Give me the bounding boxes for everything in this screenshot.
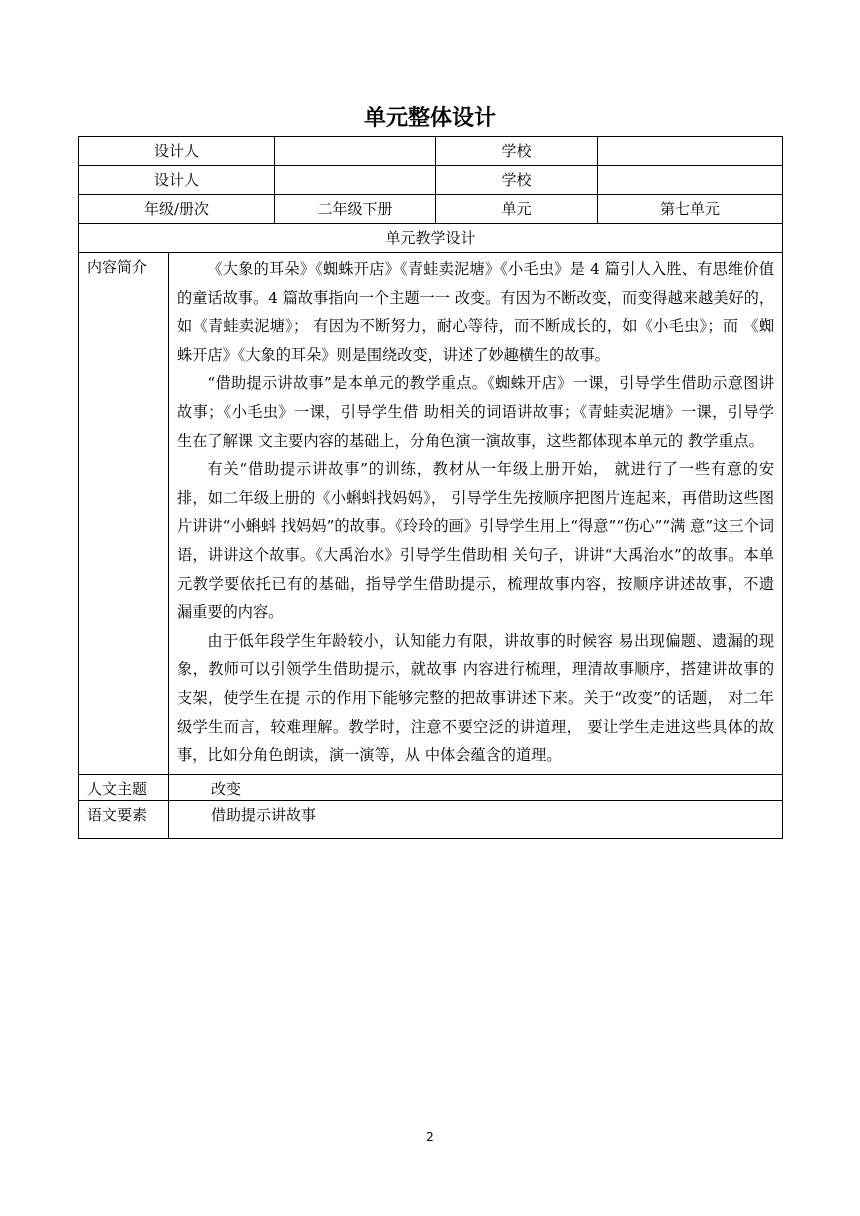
school-label: 学校 — [436, 166, 598, 195]
unit-design-table — [78, 136, 783, 839]
page-number: 2 — [426, 1130, 434, 1144]
designer-label: 设计人 — [79, 137, 275, 166]
element-value: 借助提示讲故事 — [169, 800, 783, 838]
grade-label: 年级/册次 — [79, 195, 275, 224]
theme-label: 人文主题 — [79, 774, 169, 800]
designer-row-1 — [79, 137, 783, 166]
unit-label: 单元 — [436, 195, 598, 224]
section-header-row — [79, 224, 783, 253]
unit-value: 第七单元 — [598, 195, 783, 224]
page-title: 单元整体设计 — [363, 106, 496, 131]
theme-row — [79, 774, 783, 800]
element-label: 语文要素 — [79, 800, 169, 838]
designer-value — [275, 137, 436, 166]
school-value — [598, 166, 783, 195]
designer-row-2 — [79, 166, 783, 195]
school-label: 学校 — [436, 137, 598, 166]
intro-label: 内容简介 — [79, 253, 169, 775]
intro-paragraph: 由于低年段学生年龄较小，认知能力有限，讲故事的时候容 易出现偏题、遗漏的现象，教师可以引领学生借助提示，就故事 内容进行梳理，理清故事顺序，搭建讲故事的支架，使学生在提 示的作用下能够完整的把故事讲述下来。关于“改变”的话题， 对二年级学生而言，较难理解。教学时，注意不要空泛的讲道理， 要让学生走进这些具体的故事，比如分角色朗读，演一演等，从 中体会蕴含的道理。 — [177, 631, 775, 765]
intro-paragraph: 《大象的耳朵》《蜘蛛开店》《青蛙卖泥塘》《小毛虫》是 4 篇引人入胜、有思维价值的童话故事。4 篇故事指向一个主题一一 改变。有因为不断改变，而变得越来越美好的，如《青蛙卖泥塘》； 有因为不断努力，耐心等待，而不断成长的，如《小毛虫》；而 《蜘蛛开店》《大象的耳朵》则是围绕改变，讲述了妙趣横生的故事。 — [177, 260, 775, 364]
intro-row — [79, 253, 783, 775]
designer-value — [275, 166, 436, 195]
intro-paragraph: 有关“借助提示讲故事”的训练，教材从一年级上册开始， 就进行了一些有意的安排，如二年级上册的《小蝌蚪找妈妈》， 引导学生先按顺序把图片连起来，再借助这些图片讲讲“小蝌蚪 找妈妈”的故事。《玲玲的画》引导学生用上“得意”“伤心”“满 意”这三个词语，讲讲这个故事。《大禹治水》引导学生借助相 关句子，讲讲“大禹治水”的故事。本单元教学要依托已有的基础，指导学生借助提示，梳理故事内容，按顺序讲述故事，不遗 漏重要的内容。 — [177, 460, 775, 622]
grade-row — [79, 195, 783, 224]
intro-paragraph: “借助提示讲故事”是本单元的教学重点。《蜘蛛开店》一课，引导学生借助示意图讲故事；《小毛虫》一课，引导学生借 助相关的词语讲故事；《青蛙卖泥塘》一课，引导学生在了解课 文主要内容的基础上，分角色演一演故事，这些都体现本单元的 教学重点。 — [177, 374, 775, 450]
designer-label: 设计人 — [79, 166, 275, 195]
school-value — [598, 137, 783, 166]
element-row — [79, 800, 783, 838]
theme-value: 改变 — [169, 774, 783, 800]
grade-value: 二年级下册 — [275, 195, 436, 224]
intro-content — [169, 253, 783, 775]
section-header: 单元教学设计 — [79, 224, 783, 253]
